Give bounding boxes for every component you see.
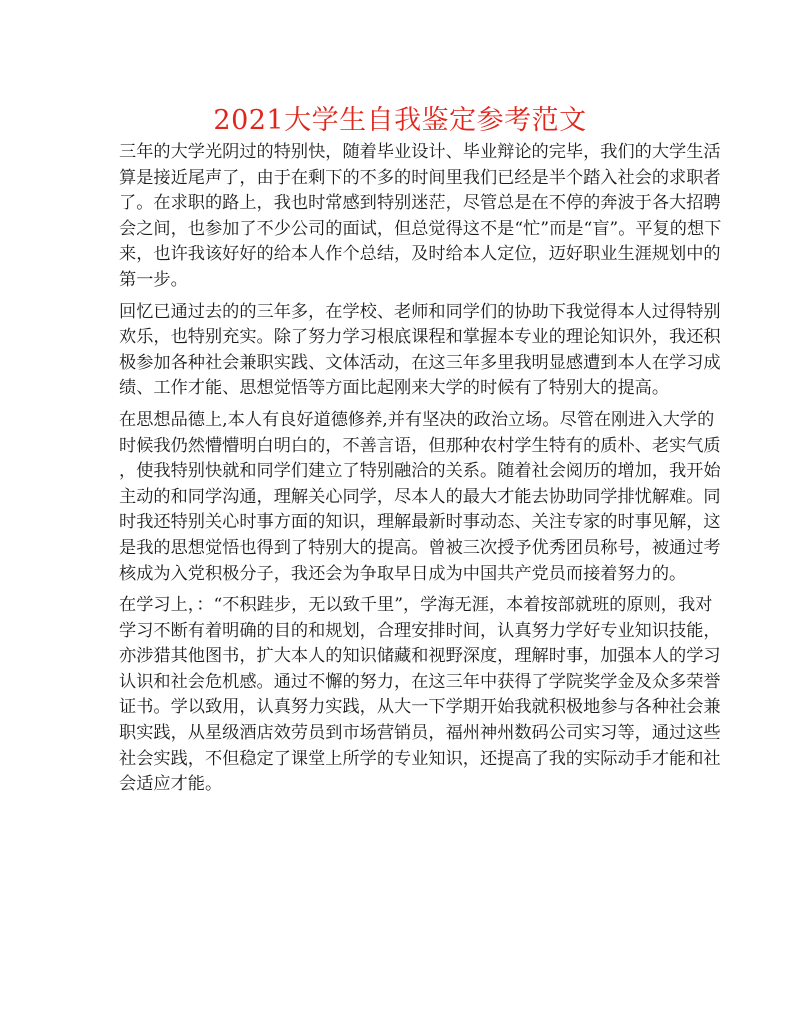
paragraph-line: 来，也许我该好好的给本人作个总结，及时给本人定位，迈好职业生涯规划中的 (119, 244, 721, 265)
paragraph-line: 欢乐，也特别充实。除了努力学习根底课程和掌握本专业的理论知识外，我还积 (119, 327, 721, 348)
paragraph-line: 绩、工作才能、思想觉悟等方面比起刚来大学的时候有了特别大的提高。 (119, 378, 670, 399)
paragraph-line: 学习不断有着明确的目的和规划，合理安排时间，认真努力学好专业知识技能， (119, 620, 721, 641)
paragraph-line: 会之间，也参加了不少公司的面试，但总觉得这不是“忙”而是“盲”。平复的想下 (119, 218, 722, 239)
paragraph-line: 第一步。 (119, 269, 188, 290)
paragraph-line: 社会实践，不但稳定了课堂上所学的专业知识，还提高了我的实际动手才能和社 (119, 748, 721, 769)
document-body (119, 140, 722, 804)
paragraph-line: 会适应才能。 (119, 774, 223, 795)
paragraph-line: 主动的和同学沟通，理解关心同学，尽本人的最大才能去协助同学排忧解难。同 (119, 486, 721, 507)
paragraph-line: 核成为入党积极分子，我还会为争取早日成为中国共产党员而接着努力的。 (119, 563, 687, 584)
paragraph-line: 亦涉猎其他图书，扩大本人的知识储藏和视野深度，理解时事，加强本人的学习 (119, 646, 721, 667)
paragraph-line: 了。在求职的路上，我也时常感到特别迷茫，尽管总是在不停的奔波于各大招聘 (119, 193, 721, 214)
paragraph-line: 时我还特别关心时事方面的知识，理解最新时事动态、关注专家的时事见解，这 (119, 512, 721, 533)
paragraph-line: 极参加各种社会兼职实践、文体活动，在这三年多里我明显感遭到本人在学习成 (119, 352, 721, 373)
paragraph-line: 回忆已通过去的的三年多，在学校、老师和同学们的协助下我觉得本人过得特别 (119, 301, 721, 322)
paragraph-line: 算是接近尾声了，由于在剩下的不多的时间里我们已经是半个踏入社会的求职者 (119, 167, 721, 188)
paragraph-line: 三年的大学光阴过的特别快，随着毕业设计、毕业辩论的完毕，我们的大学生活 (119, 142, 721, 162)
paragraph (119, 408, 721, 587)
paragraph (119, 140, 722, 294)
paragraph-line: 时候我仍然懵懵明白明白的，不善言语，但那种农村学生特有的质朴、老实气质 (119, 435, 721, 456)
paragraph (119, 300, 721, 402)
paragraph-line: 在学习上，：“不积跬步，无以致千里”，学海无涯，本着按部就班的原则，我对 (119, 595, 713, 616)
paragraph (119, 593, 721, 798)
paragraph-line: ，使我特别快就和同学们建立了特别融洽的关系。随着社会阅历的增加，我开始 (119, 461, 721, 482)
paragraph-line: 职实践，从星级酒店效劳员到市场营销员，福州神州数码公司实习等，通过这些 (119, 723, 721, 744)
paragraph-line: 证书。学以致用，认真努力实践，从大一下学期开始我就积极地参与各种社会兼 (119, 697, 721, 718)
paragraph-line: 认识和社会危机感。通过不懈的努力，在这三年中获得了学院奖学金及众多荣誉 (119, 671, 721, 692)
paragraph-line: 是我的思想觉悟也得到了特别大的提高。曾被三次授予优秀团员称号，被通过考 (119, 537, 721, 558)
document-title: 2021大学生自我鉴定参考范文 (213, 105, 587, 136)
paragraph-line: 在思想品德上,本人有良好道德修养,并有坚决的政治立场。尽管在刚进入大学的 (119, 409, 715, 430)
